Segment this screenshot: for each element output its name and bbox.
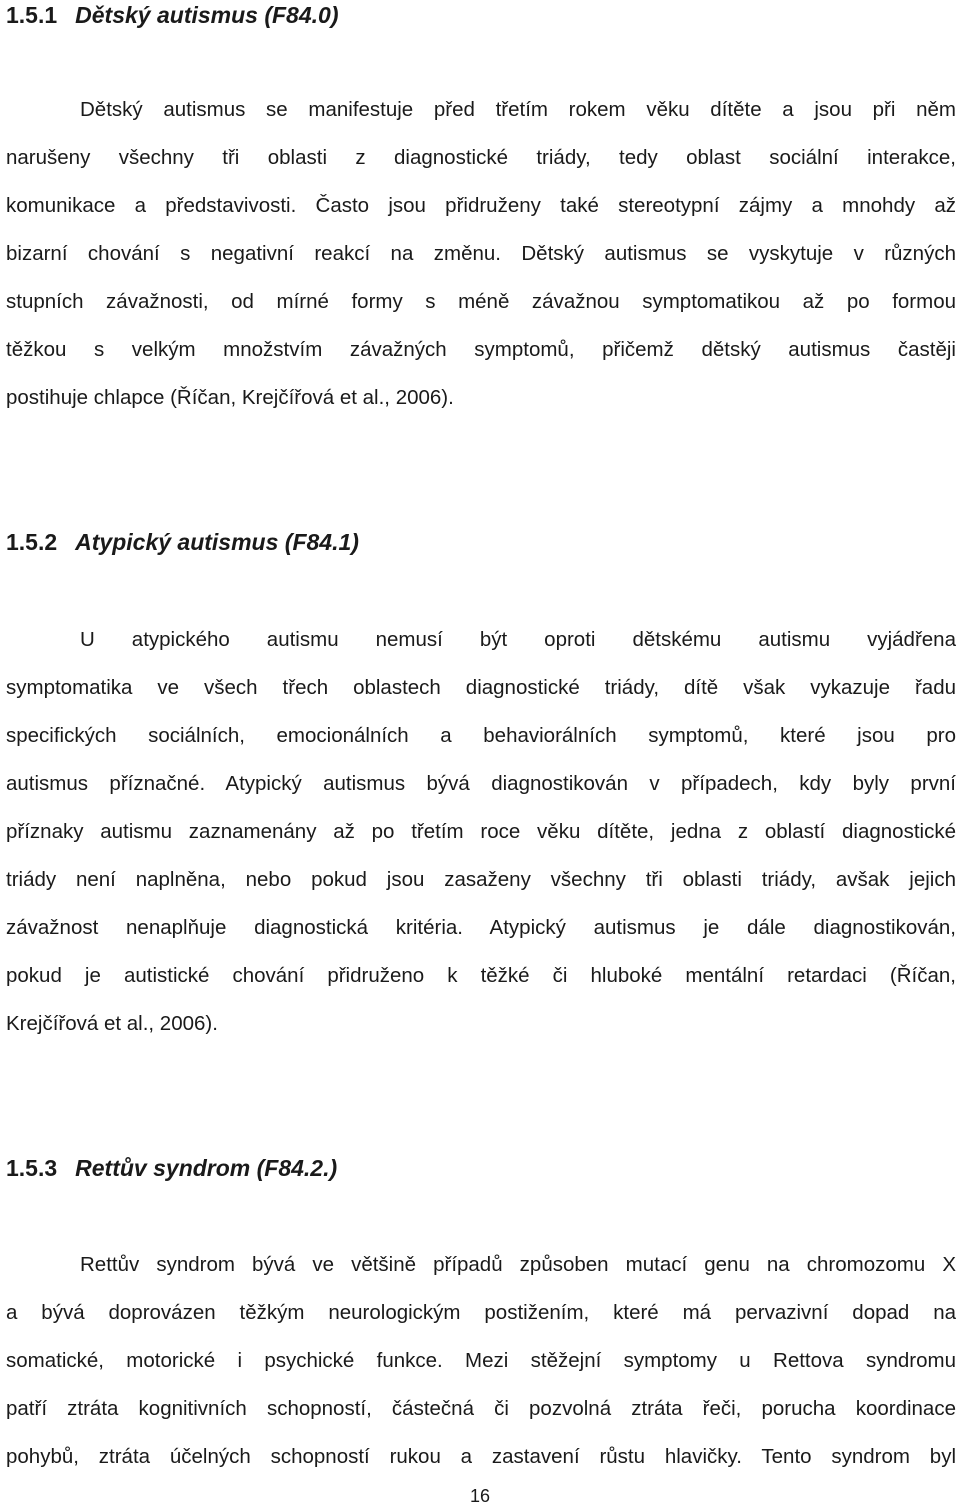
paragraph-line: postihuje chlapce (Říčan, Krejčířová et al., 2006). [6,386,454,409]
page-number: 16 [469,1486,491,1506]
paragraph-line: bizarní chování s negativní reakcí na změnu. Dětský autismus se vyskytuje v různých [6,242,956,265]
paragraph-line: Rettův syndrom bývá ve většině případů způsoben mutací genu na chromozomu X [80,1253,956,1276]
paragraph-line: narušeny všechny tři oblasti z diagnostické triády, tedy oblast sociální interakce, [6,146,956,169]
section-title: Dětský autismus (F84.0) [75,2,339,28]
paragraph-line: triády není naplněna, nebo pokud jsou zasaženy všechny tři oblasti triády, avšak jejich [6,868,956,891]
paragraph-line: U atypického autismu nemusí být oproti dětskému autismu vyjádřena [80,628,956,651]
section-heading-1-5-3 [6,1153,337,1183]
section-title: Atypický autismus (F84.1) [75,529,359,555]
paragraph-line: a bývá doprovázen těžkým neurologickým postižením, které má pervazivní dopad na [6,1301,956,1324]
paragraph-line: závažnost nenaplňuje diagnostická kritéria. Atypický autismus je dále diagnostikován, [6,916,956,939]
paragraph-line: těžkou s velkým množstvím závažných symptomů, přičemž dětský autismus častěji [6,338,956,361]
section-title: Rettův syndrom (F84.2.) [75,1155,338,1181]
paragraph-line: komunikace a představivosti. Často jsou přidruženy také stereotypní zájmy a mnohdy až [6,194,956,217]
paragraph-line: patří ztráta kognitivních schopností, částečná či pozvolná ztráta řeči, porucha koordinace [6,1397,956,1420]
paragraph-line: specifických sociálních, emocionálních a behaviorálních symptomů, které jsou pro [6,724,956,747]
section-number: 1.5.2 [6,529,58,555]
paragraph-line: pokud je autistické chování přidruženo k těžké či hluboké mentální retardaci (Říčan, [6,964,956,987]
paragraph-line: symptomatika ve všech třech oblastech diagnostické triády, dítě však vykazuje řadu [6,676,956,699]
paragraph-line: stupních závažnosti, od mírné formy s méně závažnou symptomatikou až po formou [6,290,956,313]
section-heading-1-5-2 [6,527,359,557]
paragraph-line: Krejčířová et al., 2006). [6,1012,218,1035]
section-number: 1.5.1 [6,2,58,28]
paragraph-line: Dětský autismus se manifestuje před třetím rokem věku dítěte a jsou při něm [80,98,956,121]
section-number: 1.5.3 [6,1155,58,1181]
paragraph-line: somatické, motorické i psychické funkce. Mezi stěžejní symptomy u Rettova syndromu [6,1349,956,1372]
paragraph-line: pohybů, ztráta účelných schopností rukou a zastavení růstu hlavičky. Tento syndrom byl [6,1445,956,1468]
paragraph-line: příznaky autismu zaznamenány až po třetím roce věku dítěte, jedna z oblastí diagnostické [6,820,956,843]
section-heading-1-5-1 [6,0,338,30]
paragraph-line: autismus příznačné. Atypický autismus bývá diagnostikován v případech, kdy byly první [6,772,956,795]
